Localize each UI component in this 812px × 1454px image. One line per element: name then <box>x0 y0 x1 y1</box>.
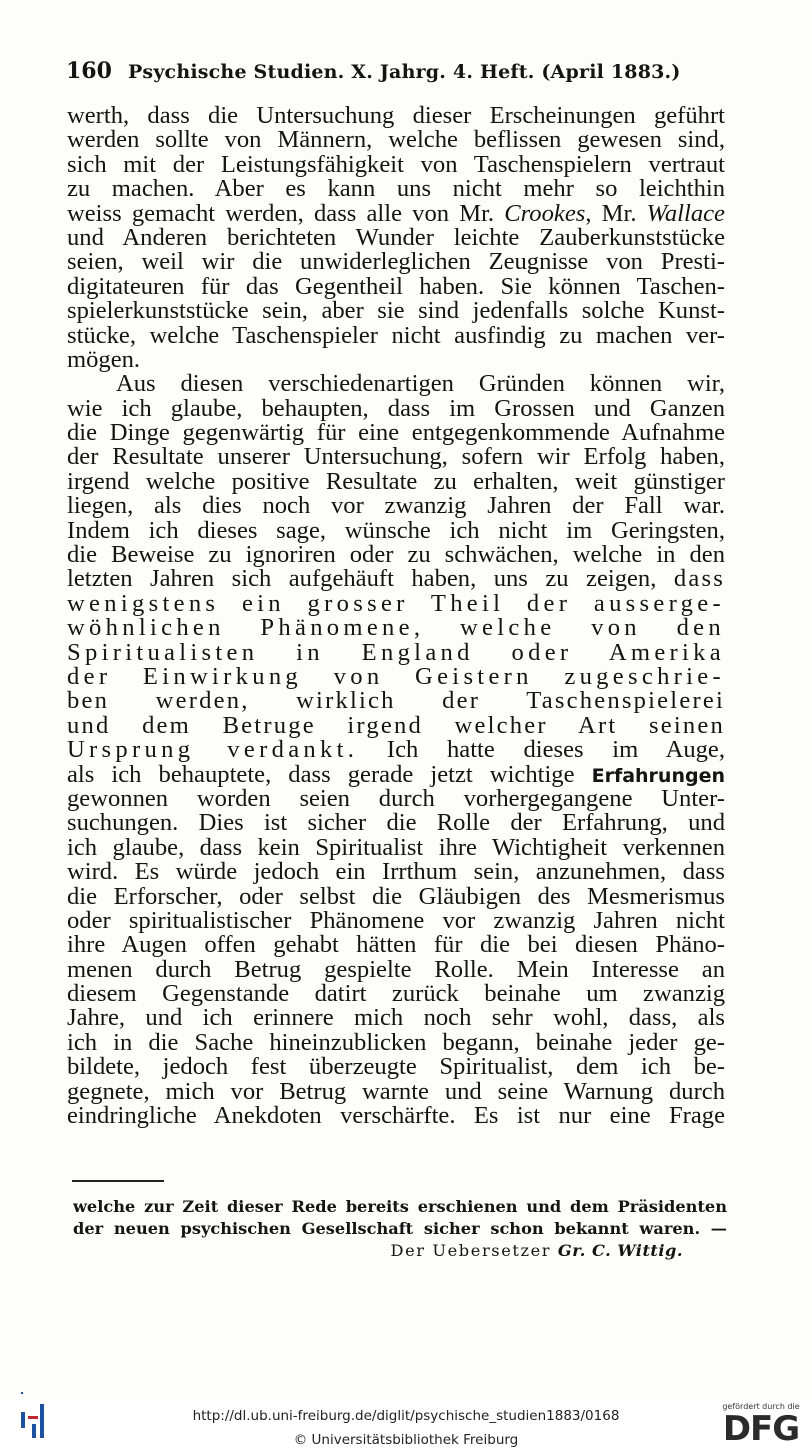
spaced-text-line: der Einwirkung von Geistern zugeschrie- <box>67 664 725 690</box>
text-segment: weiss gemacht werden, dass alle von Mr. <box>67 201 495 226</box>
text-line: die Dinge gegenwärtig für eine entgegenkommende Aufnahme <box>67 421 725 446</box>
text-line: spielerkunststücke sein, aber sie sind jedenfalls solche Kunst- <box>67 299 725 324</box>
text-line: ich glaube, dass kein Spiritualist ihre Wichtigheit verkennen <box>67 835 725 861</box>
spaced-text-line: Spiritualisten in England oder Amerika <box>67 640 725 665</box>
text-line: diesem Gegenstande datirt zurück beinahe um zwanzig <box>67 982 725 1007</box>
text-line <box>67 763 725 787</box>
text-line: oder spiritualistischer Phänomene vor zwanzig Jahren nicht <box>67 908 725 934</box>
running-head <box>66 58 726 88</box>
name-crookes: Crookes <box>504 201 586 226</box>
spaced-text-line: und dem Betruge irgend welcher Art seinen <box>67 713 725 739</box>
page-number: 160 <box>66 58 112 84</box>
text-line: mögen. <box>67 347 141 373</box>
signature-name: Gr. C. Wittig. <box>557 1241 683 1260</box>
text-line: seien, weil wir die unwiderleglichen Zeugnisse von Presti- <box>67 250 725 275</box>
text-line: wird. Es würde jedoch ein Irrthum sein, anzunehmen, dass <box>67 860 725 885</box>
footnote <box>73 1196 727 1262</box>
body-text <box>67 104 725 1128</box>
text-segment: Ich hatte dieses im Auge, <box>386 738 725 763</box>
text-line: liegen, als dies noch vor zwanzig Jahren der Fall war. <box>67 494 725 519</box>
text-segment: letzten Jahren sich aufgehäuft haben, uns zu zeigen, <box>67 567 657 592</box>
text-segment: als ich behauptete, dass gerade jetzt wichtige <box>67 762 575 787</box>
text-line: der Resultate unserer Untersuchung, sofern wir Erfolg haben, <box>67 445 725 470</box>
text-line: gegnete, mich vor Betrug warnte und seine Warnung durch <box>67 1079 725 1105</box>
text-line: irgend welche positive Resultate zu erhalten, weit günstiger <box>67 469 725 495</box>
name-wallace: Wallace <box>646 201 725 226</box>
text-line: Aus diesen verschiedenartigen Gründen können wir, <box>116 372 725 397</box>
text-line: die Beweise zu ignoriren oder zu schwächen, welche in den <box>67 543 725 568</box>
emphasis-erfahrungen: Erfahrungen <box>591 764 725 787</box>
text-line: ich in die Sache hineinzublicken begann, beinahe jeder ge- <box>67 1030 725 1056</box>
text-line: werden sollte von Männern, welche beflissen gewesen sind, <box>67 128 725 153</box>
text-line: bildete, jedoch fest überzeugte Spiritualist, dem ich be- <box>67 1055 725 1080</box>
text-line: Jahre, und ich erinnere mich noch sehr wohl, dass, als <box>67 1006 725 1031</box>
text-line: eindringliche Anekdoten verschärfte. Es ist nur eine Frage <box>67 1104 725 1129</box>
footnote-line: welche zur Zeit dieser Rede bereits erschienen und dem Präsidenten <box>73 1197 727 1216</box>
text-line: suchungen. Dies ist sicher die Rolle der Erfahrung, und <box>67 811 725 836</box>
text-line: sich mit der Leistungsfähigkeit von Taschenspielern vertraut <box>67 152 725 178</box>
text-line: wie ich glaube, behaupten, dass im Grossen und Ganzen <box>67 396 725 422</box>
text-line <box>67 567 725 591</box>
text-line <box>67 202 725 226</box>
text-line: ihre Augen offen gehabt hätten für die bei diesen Phäno- <box>67 933 725 958</box>
spaced-segment: Ursprung verdankt. <box>67 738 359 763</box>
source-url[interactable]: http://dl.ub.uni-freiburg.de/diglit/psychische_studien1883/0168 <box>192 1408 620 1424</box>
spaced-text-line: wenigstens ein grosser Theil der ausserge- <box>67 591 725 617</box>
text-line <box>67 738 725 762</box>
signature-prefix: Der Uebersetzer <box>390 1241 552 1260</box>
text-line: Indem ich dieses sage, wünsche ich nicht im Geringsten, <box>67 518 725 544</box>
text-line: stücke, welche Taschenspieler nicht ausfindig zu machen ver- <box>67 323 725 348</box>
running-title: Psychische Studien. X. Jahrg. 4. Heft. (April 1883.) <box>127 61 681 83</box>
dfg-mark: DFG <box>722 1409 800 1449</box>
text-line: menen durch Betrug gespielte Rolle. Mein Interesse an <box>67 957 725 983</box>
text-line: gewonnen worden seien durch vorhergegangene Unter- <box>67 786 725 812</box>
footnote-line: der neuen psychischen Gesellschaft sicher schon bekannt waren. — <box>73 1219 727 1238</box>
text-segment: , Mr. <box>585 201 637 226</box>
spaced-text-line: wöhnlichen Phänomene, welche von den <box>67 616 725 641</box>
translator-signature <box>73 1240 727 1262</box>
text-line: werth, dass die Untersuchung dieser Erscheinungen geführt <box>67 104 725 129</box>
text-line: die Erforscher, oder selbst die Gläubigen des Mesmerismus <box>67 884 725 909</box>
dfg-caption: gefördert durch die <box>722 1402 800 1411</box>
text-line: und Anderen berichteten Wunder leichte Zauberkunststücke <box>67 225 725 251</box>
spaced-word: dass <box>673 567 725 592</box>
text-line: digitateuren für das Gegentheil haben. Sie können Taschen- <box>67 274 725 300</box>
copyright-notice: © Universitätsbibliothek Freiburg <box>293 1432 519 1448</box>
text-line: zu machen. Aber es kann uns nicht mehr so leichthin <box>67 177 725 202</box>
footnote-rule <box>72 1180 164 1182</box>
dfg-logo <box>718 1402 804 1450</box>
spaced-text-line: ben werden, wirklich der Taschenspielerei <box>67 689 725 714</box>
